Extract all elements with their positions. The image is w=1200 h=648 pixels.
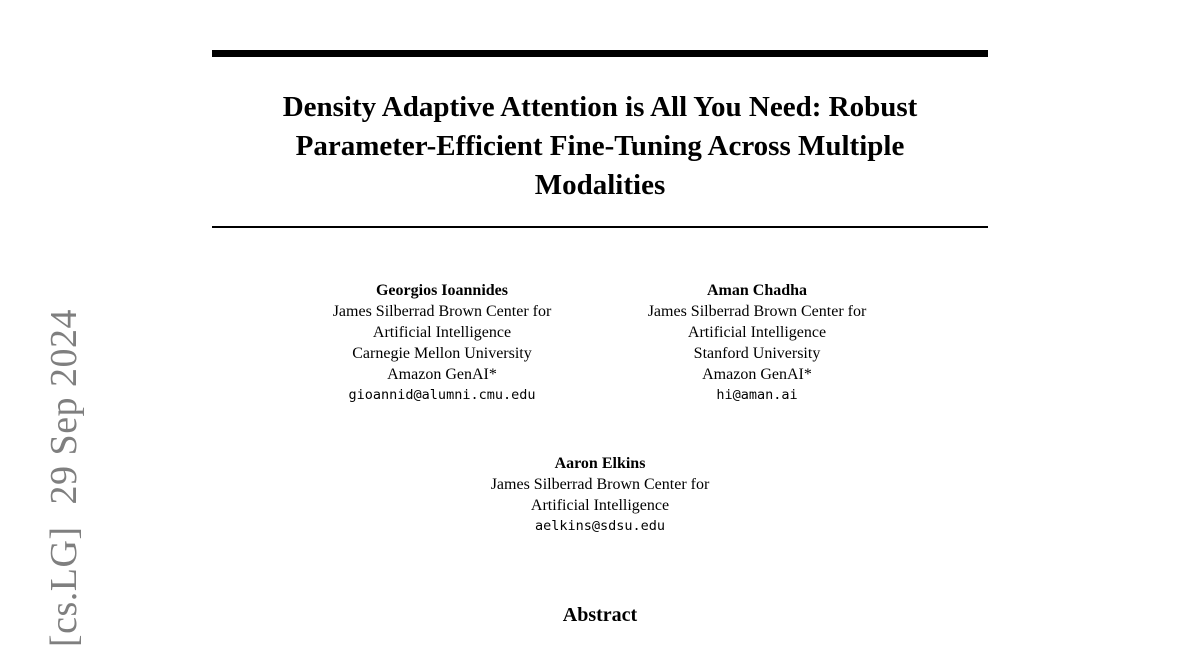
arxiv-category: [cs.LG] bbox=[43, 526, 85, 648]
author-block-chadha bbox=[607, 280, 907, 406]
author-affiliation-line: Amazon GenAI* bbox=[387, 366, 497, 383]
arxiv-identifier-stamp bbox=[42, 309, 86, 647]
title-bottom-rule bbox=[212, 226, 988, 228]
author-affiliation-line: Artificial Intelligence bbox=[372, 324, 512, 341]
author-name: Georgios Ioannides bbox=[375, 282, 508, 299]
arxiv-date: 29 Sep 2024 bbox=[43, 308, 85, 505]
abstract-heading: Abstract bbox=[562, 604, 638, 626]
title-line-2: Parameter-Efficient Fine-Tuning Across Multiple bbox=[295, 130, 905, 162]
author-affiliation-line: James Silberrad Brown Center for bbox=[490, 476, 710, 493]
title-line-1: Density Adaptive Attention is All You Need: Robust bbox=[282, 91, 918, 123]
author-name: Aman Chadha bbox=[706, 282, 808, 299]
author-affiliation-line: Artificial Intelligence bbox=[530, 497, 670, 514]
author-affiliation-line: Carnegie Mellon University bbox=[352, 345, 532, 362]
author-email[interactable]: aelkins@sdsu.edu bbox=[534, 518, 666, 534]
author-affiliation-line: James Silberrad Brown Center for bbox=[332, 303, 552, 320]
author-affiliation-line: James Silberrad Brown Center for bbox=[647, 303, 867, 320]
author-affiliation-line: Stanford University bbox=[693, 345, 821, 362]
author-email[interactable]: gioannid@alumni.cmu.edu bbox=[348, 387, 536, 403]
author-name: Aaron Elkins bbox=[554, 455, 646, 472]
author-email[interactable]: hi@aman.ai bbox=[716, 387, 798, 403]
author-affiliation-line: Amazon GenAI* bbox=[702, 366, 812, 383]
author-affiliation-line: Artificial Intelligence bbox=[687, 324, 827, 341]
paper-title bbox=[212, 88, 988, 205]
title-top-rule bbox=[212, 50, 988, 57]
title-line-3: Modalities bbox=[534, 169, 666, 201]
author-block-elkins bbox=[450, 453, 750, 537]
author-block-ioannides bbox=[292, 280, 592, 406]
